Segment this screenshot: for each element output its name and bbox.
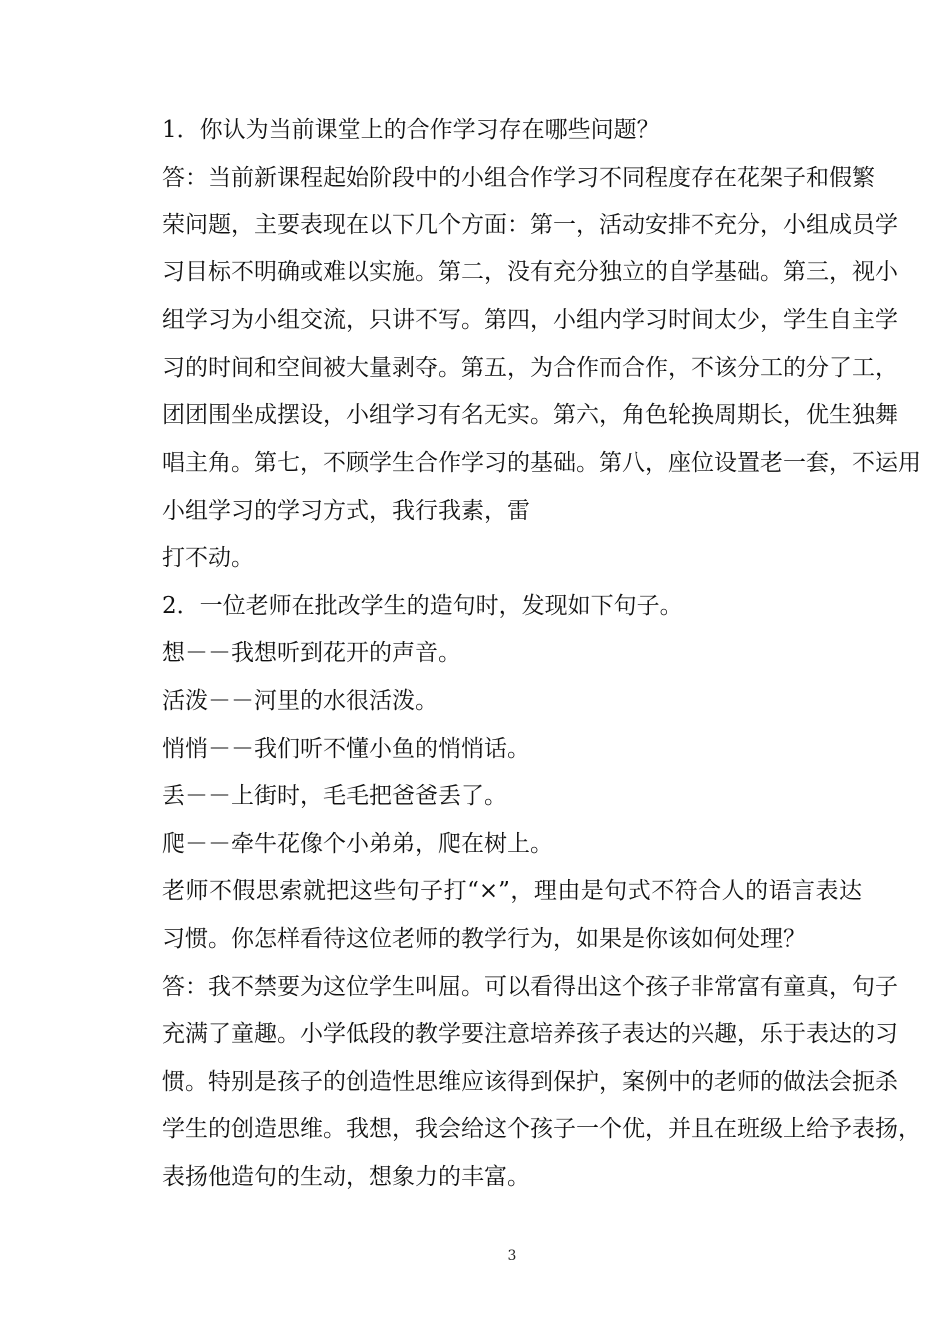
answer-1-line: 荣问题，主要表现在以下几个方面：第一，活动安排不充分，小组成员学 <box>162 212 898 238</box>
answer-1-line: 组学习为小组交流，只讲不写。第四，小组内学习时间太少，学生自主学 <box>162 307 898 333</box>
page-number: 3 <box>507 1248 517 1264</box>
answer-2-line: 惯。特别是孩子的创造性思维应该得到保护，案例中的老师的做法会扼杀 <box>162 1069 898 1095</box>
answer-1-line: 答：当前新课程起始阶段中的小组合作学习不同程度存在花架子和假繁 <box>162 165 875 191</box>
example-sentence: 活泼－－河里的水很活泼。 <box>162 688 438 714</box>
answer-1-line: 小组学习的学习方式，我行我素，雷 <box>162 498 530 524</box>
answer-2-line: 充满了童趣。小学低段的教学要注意培养孩子表达的兴趣，乐于表达的习 <box>162 1021 898 1047</box>
question-2: 2．一位老师在批改学生的造句时，发现如下句子。 <box>162 593 683 619</box>
question-1: 1．你认为当前课堂上的合作学习存在哪些问题？ <box>162 117 660 143</box>
answer-1-line: 打不动。 <box>162 545 254 571</box>
answer-2-line: 表扬他造句的生动，想象力的丰富。 <box>162 1164 530 1190</box>
example-sentence: 想－－我想听到花开的声音。 <box>162 640 461 666</box>
answer-2-line: 答：我不禁要为这位学生叫屈。可以看得出这个孩子非常富有童真，句子 <box>162 974 898 1000</box>
example-sentence: 丢－－上街时，毛毛把爸爸丢了。 <box>162 783 507 809</box>
question-2-prompt-line: 老师不假思索就把这些句子打“×”，理由是句式不符合人的语言表达 <box>162 878 862 904</box>
answer-1-line: 团团围坐成摆设，小组学习有名无实。第六，角色轮换周期长，优生独舞 <box>162 402 898 428</box>
answer-1-line: 习的时间和空间被大量剥夺。第五，为合作而合作，不该分工的分了工， <box>162 355 898 381</box>
answer-2-line: 学生的创造思维。我想，我会给这个孩子一个优，并且在班级上给予表扬， <box>162 1116 921 1142</box>
question-2-prompt-line: 习惯。你怎样看待这位老师的教学行为，如果是你该如何处理？ <box>162 926 806 952</box>
example-sentence: 爬－－牵牛花像个小弟弟，爬在树上。 <box>162 831 553 857</box>
example-sentence: 悄悄－－我们听不懂小鱼的悄悄话。 <box>162 736 530 762</box>
answer-1-line: 习目标不明确或难以实施。第二，没有充分独立的自学基础。第三，视小 <box>162 259 898 285</box>
answer-1-line: 唱主角。第七，不顾学生合作学习的基础。第八，座位设置老一套，不运用 <box>162 450 921 476</box>
